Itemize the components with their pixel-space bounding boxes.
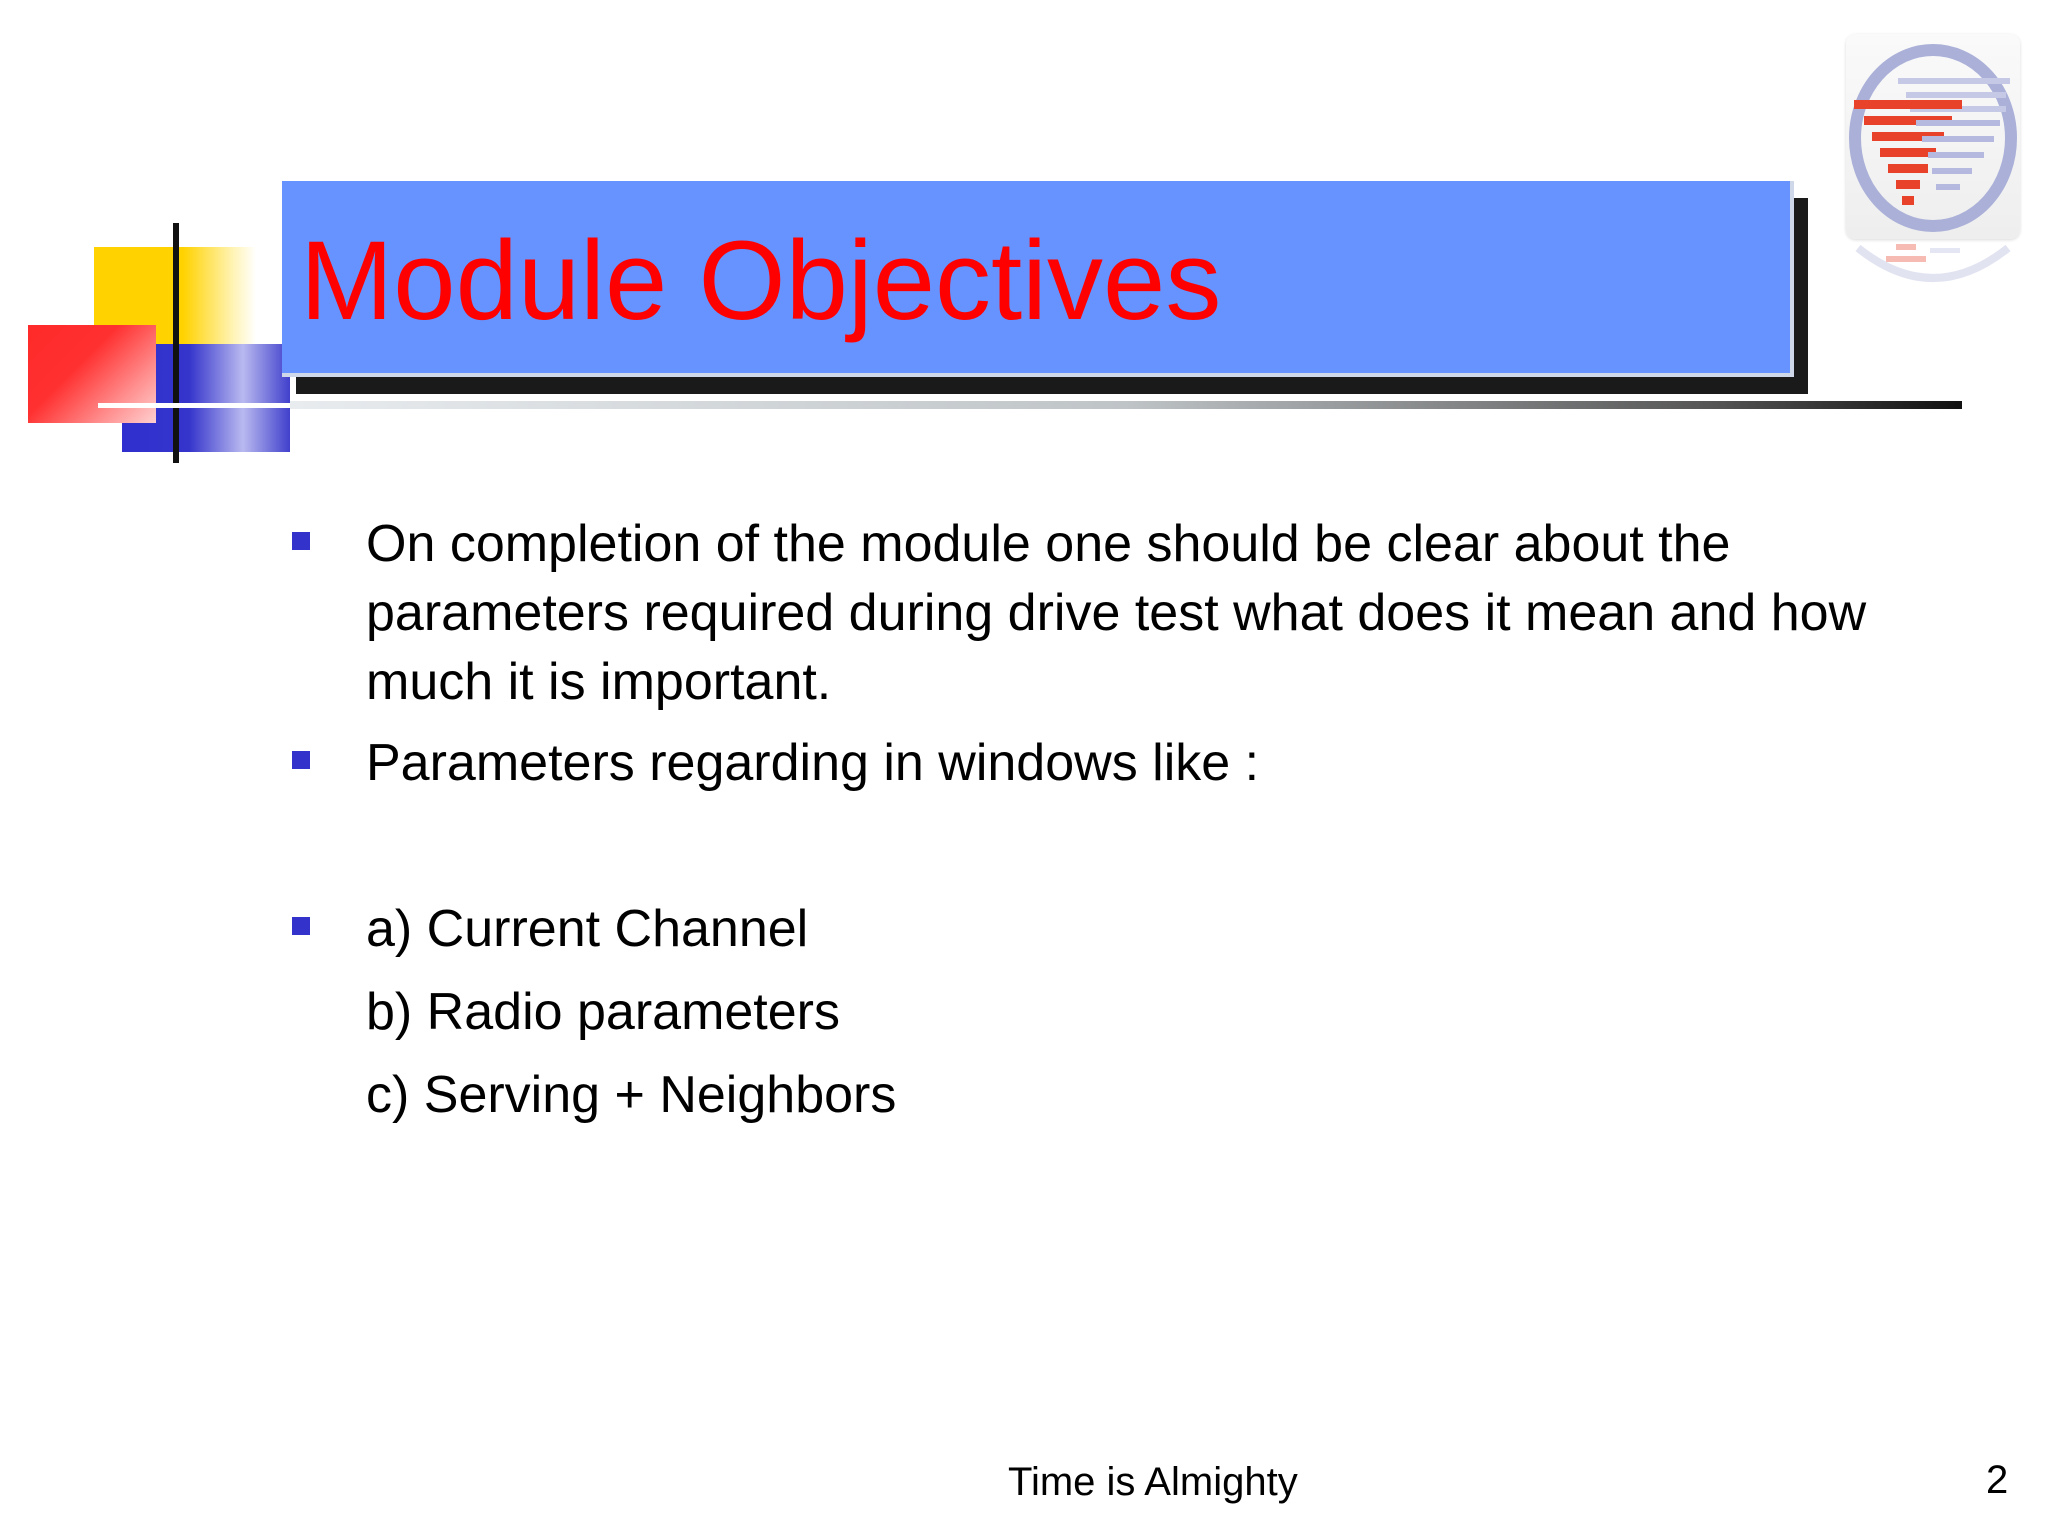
logo-reflection bbox=[1846, 238, 2020, 298]
slide-footer: Time is Almighty bbox=[1008, 1460, 1298, 1504]
bullet-item bbox=[288, 729, 1928, 798]
decor-vertical-line bbox=[173, 223, 179, 463]
page-number: 2 bbox=[1986, 1458, 2009, 1502]
sub-item: c) Serving + Neighbors bbox=[366, 1066, 897, 1124]
slide-title: Module Objectives bbox=[300, 218, 1222, 343]
decor-horizontal-line bbox=[98, 403, 298, 408]
decor-red-square bbox=[28, 325, 156, 423]
bullet-text: a) Current Channel bbox=[366, 900, 809, 958]
bullet-text: On completion of the module one should be clear about the parameters required during drive test what does it mean and how much it is important. bbox=[366, 515, 1867, 711]
sub-item: b) Radio parameters bbox=[366, 983, 840, 1041]
bullet-text: Parameters regarding in windows like : bbox=[366, 734, 1260, 792]
bullet-square-icon bbox=[292, 532, 310, 550]
bullet-item bbox=[288, 895, 1928, 964]
bullet-square-icon bbox=[292, 917, 310, 935]
bullet-item bbox=[288, 510, 1928, 717]
title-rule bbox=[290, 401, 1962, 409]
bullet-square-icon bbox=[292, 751, 310, 769]
funnel-logo-icon bbox=[1846, 34, 2020, 239]
bullet-list bbox=[288, 510, 1928, 1130]
